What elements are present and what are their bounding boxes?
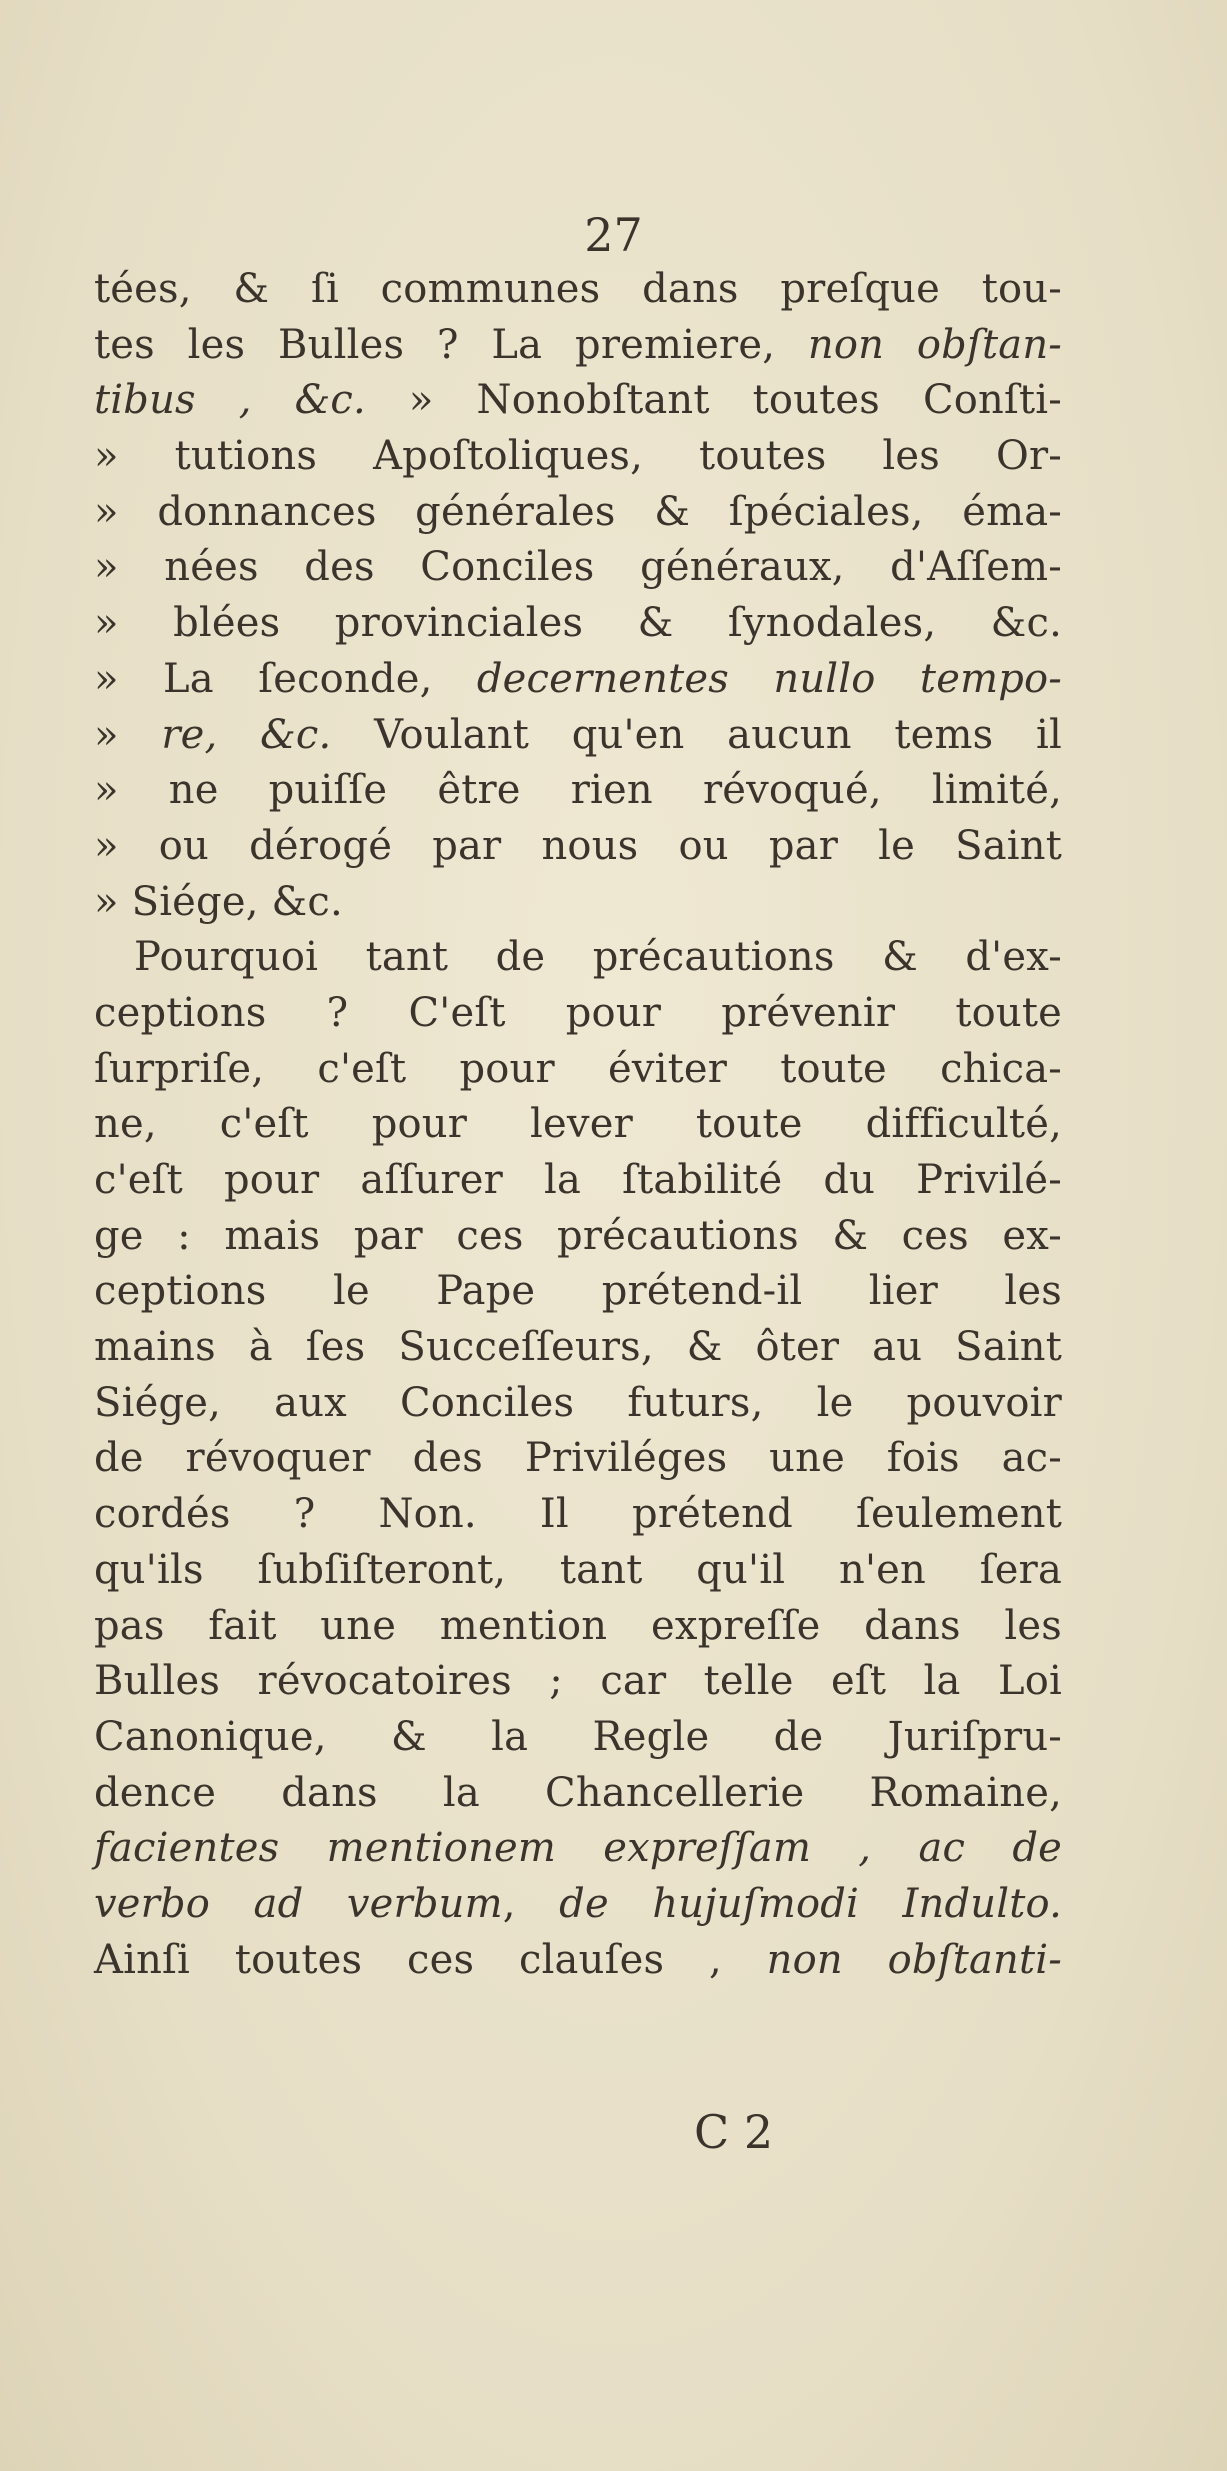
text-line — [94, 1877, 1062, 1933]
roman-text: dence dans la Chancellerie Romaine, — [94, 1769, 1062, 1816]
roman-text: » La ſeconde, — [94, 655, 477, 702]
roman-text: Canonique, & la Regle de Juriſpru- — [94, 1713, 1062, 1760]
roman-text: mains à ſes Succeſſeurs, & ôter au Saint — [94, 1324, 1062, 1371]
text-line — [94, 485, 1062, 541]
text-line — [94, 262, 1062, 318]
roman-text: cordés ? Non. Il prétend ſeulement — [94, 1491, 1062, 1538]
italic-text: de hujuſmodi Indulto. — [559, 1880, 1062, 1927]
text-line — [94, 1376, 1062, 1432]
text-line — [94, 819, 1062, 875]
italic-text: facientes mentionem expreſſam , ac de — [94, 1825, 1062, 1872]
text-line — [94, 1487, 1062, 1543]
text-line — [94, 318, 1062, 374]
italic-text: re, &c. — [161, 711, 332, 758]
text-line — [94, 429, 1062, 485]
text-line — [94, 596, 1062, 652]
roman-text: tes les Bulles ? La premiere, — [94, 321, 808, 368]
italic-text: verbo ad verbum — [94, 1880, 503, 1927]
roman-text: Voulant qu'en aucun tems il — [331, 711, 1062, 758]
text-line — [94, 763, 1062, 819]
text-line — [94, 708, 1062, 764]
text-line — [94, 875, 1062, 931]
text-line — [94, 1710, 1062, 1766]
roman-text: Siége, aux Conciles futurs, le pouvoir — [94, 1379, 1062, 1426]
text-line — [94, 1933, 1062, 1989]
text-line — [94, 373, 1062, 429]
italic-text: tibus , &c. — [94, 377, 366, 424]
text-line — [94, 1821, 1062, 1877]
page-number: 27 — [584, 208, 643, 262]
roman-text: » — [94, 711, 162, 758]
roman-text: pas fait une mention expreſſe dans les — [94, 1602, 1062, 1649]
text-line — [94, 1209, 1062, 1265]
roman-text: tées, & ſi communes dans preſque tou- — [94, 266, 1062, 312]
text-line — [94, 1153, 1062, 1209]
roman-text: de révoquer des Priviléges une fois ac- — [94, 1435, 1062, 1482]
roman-text: » ou dérogé par nous ou par le Saint — [94, 822, 1062, 869]
text-line — [94, 1766, 1062, 1822]
text-line — [94, 1042, 1062, 1098]
roman-text: Pourquoi tant de précautions & d'ex- — [134, 934, 1062, 981]
roman-text: » tutions Apoſtoliques, toutes les Or- — [94, 433, 1062, 480]
roman-text: Ainſi toutes ces clauſes , — [94, 1936, 767, 1983]
text-line — [94, 1320, 1062, 1376]
text-line — [94, 1097, 1062, 1153]
roman-text: » ne puiſſe être rien révoqué, limité, — [94, 767, 1062, 814]
text-line — [94, 540, 1062, 596]
text-line — [94, 1264, 1062, 1320]
roman-text: » Siége, &c. — [94, 878, 343, 925]
roman-text: , — [502, 1880, 560, 1927]
italic-text: non obſtan- — [807, 321, 1062, 368]
italic-text: non obſtanti- — [766, 1936, 1062, 1983]
text-line — [94, 1431, 1062, 1487]
roman-text: ceptions le Pape prétend-il lier les — [94, 1268, 1062, 1315]
text-line — [94, 930, 1062, 986]
text-line — [94, 1654, 1062, 1710]
roman-text: ne, c'eſt pour lever toute difficulté, — [94, 1101, 1062, 1148]
roman-text: ſurpriſe, c'eſt pour éviter toute chica- — [94, 1045, 1062, 1092]
roman-text: » Nonobſtant toutes Conſti- — [365, 377, 1062, 424]
roman-text: » nées des Conciles généraux, d'Aſſem- — [94, 544, 1062, 591]
text-line — [94, 652, 1062, 708]
roman-text: Bulles révocatoires ; car telle eſt la Loi — [94, 1658, 1062, 1705]
roman-text: qu'ils ſubſiſteront, tant qu'il n'en ſera — [94, 1546, 1062, 1593]
text-line — [94, 1599, 1062, 1655]
text-line — [94, 1543, 1062, 1599]
italic-text: decernentes nullo tempo- — [476, 655, 1062, 702]
signature-mark: C 2 — [694, 2105, 774, 2159]
roman-text: c'eſt pour aſſurer la ſtabilité du Privilé- — [94, 1157, 1062, 1203]
roman-text: ge : mais par ces précautions & ces ex- — [94, 1212, 1062, 1259]
roman-text: ceptions ? C'eſt pour prévenir toute — [94, 989, 1062, 1036]
text-line — [94, 986, 1062, 1042]
roman-text: » blées provinciales & ſynodales, &c. — [94, 600, 1062, 647]
roman-text: » donnances générales & ſpéciales, éma- — [94, 488, 1062, 535]
body-text — [94, 262, 1062, 1988]
